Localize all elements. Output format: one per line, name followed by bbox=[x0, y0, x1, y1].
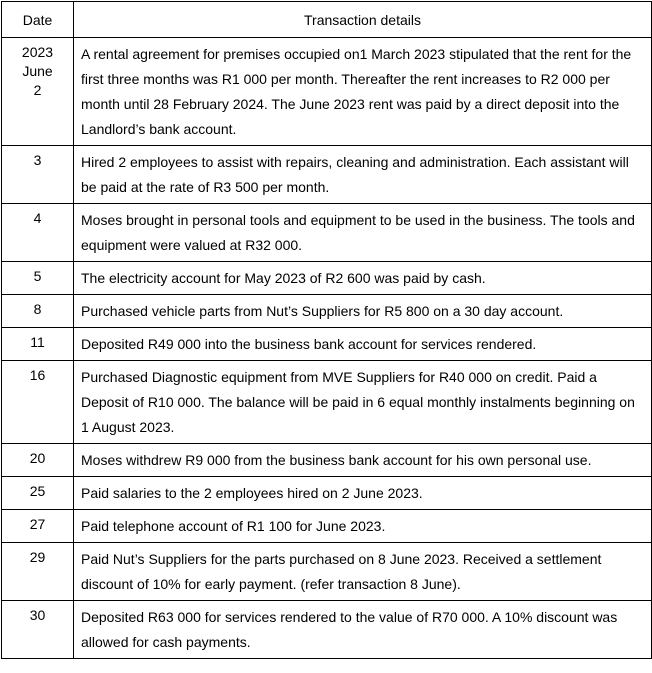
date-column-header: Date bbox=[2, 2, 74, 38]
details-column-header: Transaction details bbox=[74, 2, 652, 38]
table-row bbox=[2, 146, 652, 204]
table-row bbox=[2, 328, 652, 361]
table-row bbox=[2, 38, 652, 146]
date-cell: 16 bbox=[2, 361, 74, 444]
details-cell: Deposited R63 000 for services rendered to the value of R70 000. A 10% discount was allowed for cash payments. bbox=[74, 601, 652, 659]
date-day: 2 bbox=[33, 82, 42, 98]
date-year: 2023 bbox=[21, 44, 54, 60]
date-cell: 20 bbox=[2, 444, 74, 477]
table-row bbox=[2, 361, 652, 444]
table-row bbox=[2, 444, 652, 477]
date-cell: 11 bbox=[2, 328, 74, 361]
date-cell: 5 bbox=[2, 262, 74, 295]
details-cell: Hired 2 employees to assist with repairs, cleaning and administration. Each assistant will be paid at the rate of R3 500 per month. bbox=[74, 146, 652, 204]
details-cell: A rental agreement for premises occupied on1 March 2023 stipulated that the rent for the first three months was R1 000 per month. Thereafter the rent increases to R2 000 per month until 28 February 2024. The June 2023 rent was paid by a direct deposit into the Landlord’s bank account. bbox=[74, 38, 652, 146]
date-cell bbox=[2, 38, 74, 146]
date-cell: 29 bbox=[2, 543, 74, 601]
date-cell: 25 bbox=[2, 477, 74, 510]
details-cell: Deposited R49 000 into the business bank account for services rendered. bbox=[74, 328, 652, 361]
details-cell: Purchased vehicle parts from Nut’s Suppliers for R5 800 on a 30 day account. bbox=[74, 295, 652, 328]
table-row bbox=[2, 601, 652, 659]
date-cell: 4 bbox=[2, 204, 74, 262]
table-row bbox=[2, 510, 652, 543]
date-cell: 27 bbox=[2, 510, 74, 543]
date-cell: 3 bbox=[2, 146, 74, 204]
table-row bbox=[2, 543, 652, 601]
details-cell: Moses brought in personal tools and equipment to be used in the business. The tools and equipment were valued at R32 000. bbox=[74, 204, 652, 262]
details-cell: Paid Nut’s Suppliers for the parts purchased on 8 June 2023. Received a settlement discount of 10% for early payment. (refer transaction 8 June). bbox=[74, 543, 652, 601]
details-cell: Paid telephone account of R1 100 for June 2023. bbox=[74, 510, 652, 543]
table-row bbox=[2, 477, 652, 510]
details-cell: The electricity account for May 2023 of R2 600 was paid by cash. bbox=[74, 262, 652, 295]
date-cell: 8 bbox=[2, 295, 74, 328]
table-row bbox=[2, 262, 652, 295]
details-cell: Moses withdrew R9 000 from the business bank account for his own personal use. bbox=[74, 444, 652, 477]
header-row bbox=[2, 2, 652, 38]
table-row bbox=[2, 204, 652, 262]
date-cell: 30 bbox=[2, 601, 74, 659]
details-cell: Purchased Diagnostic equipment from MVE Suppliers for R40 000 on credit. Paid a Deposit of R10 000. The balance will be paid in 6 equal monthly instalments beginning on 1 August 2023. bbox=[74, 361, 652, 444]
transactions-table bbox=[1, 1, 652, 659]
table-row bbox=[2, 295, 652, 328]
details-cell: Paid salaries to the 2 employees hired on 2 June 2023. bbox=[74, 477, 652, 510]
date-month: June bbox=[22, 63, 53, 79]
